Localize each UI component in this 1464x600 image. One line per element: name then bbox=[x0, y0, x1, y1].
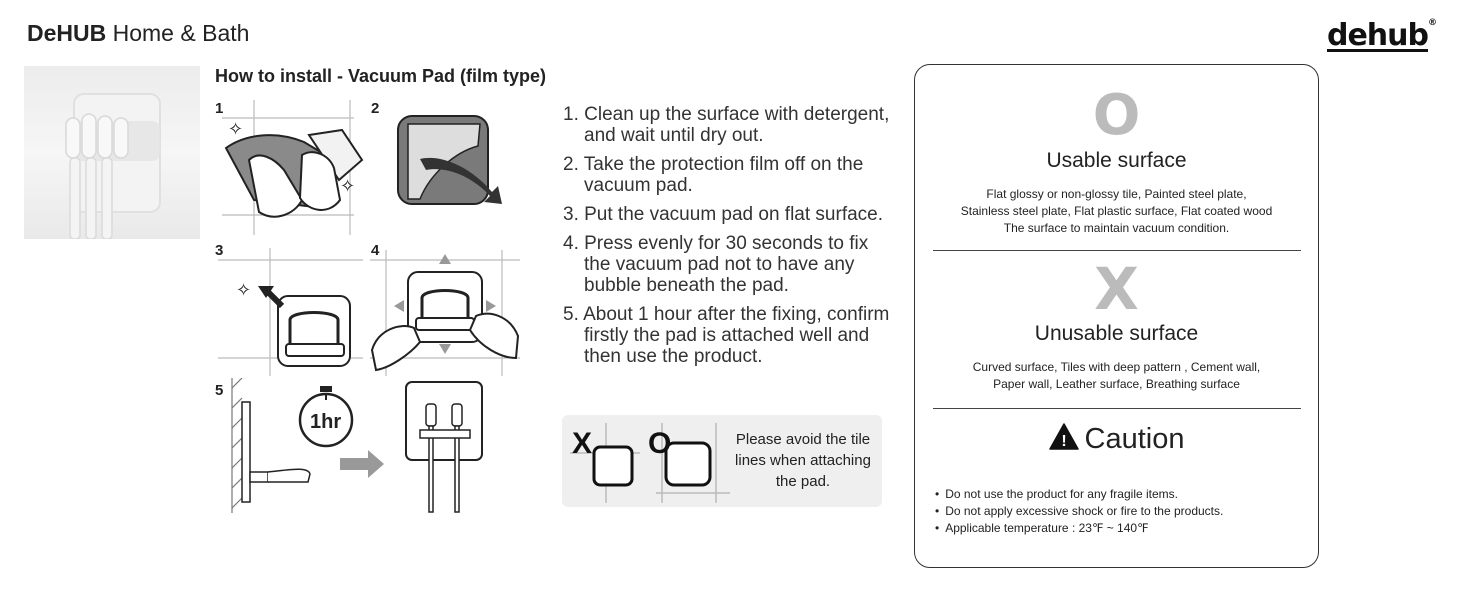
brand-title bbox=[27, 20, 249, 47]
usable-line-2: Stainless steel plate, Flat plastic surface, Flat coated wood bbox=[960, 204, 1273, 218]
step-number-3: 3 bbox=[215, 242, 224, 259]
unusable-line-2: Paper wall, Leather surface, Breathing surface bbox=[993, 377, 1240, 391]
usable-line-1: Flat glossy or non-glossy tile, Painted steel plate, bbox=[986, 187, 1247, 201]
good-placement-mark: O bbox=[648, 427, 672, 460]
registered-mark: ® bbox=[1428, 18, 1436, 28]
svg-text:✧: ✧ bbox=[236, 280, 252, 300]
step5-wait-illustration bbox=[228, 378, 493, 513]
install-step-1: 1. Clean up the surface with detergent, and wait until dry out. bbox=[563, 104, 890, 146]
unusable-line-1: Curved surface, Tiles with deep pattern , Cement wall, bbox=[972, 360, 1261, 374]
caution-item: • Do not use the product for any fragile items. bbox=[935, 486, 1223, 503]
caution-item: • Do not apply excessive shock or fire to the products. bbox=[935, 503, 1223, 520]
step2-peel-film-illustration bbox=[380, 104, 505, 214]
dehub-logo bbox=[1327, 18, 1436, 53]
step-number-4: 4 bbox=[371, 242, 380, 259]
brand-subtitle: Home & Bath bbox=[106, 20, 250, 46]
step-number-5: 5 bbox=[215, 382, 224, 399]
tile-line-tip bbox=[562, 415, 882, 507]
usable-surface-text bbox=[915, 186, 1318, 237]
toothbrush-holder-image bbox=[24, 66, 200, 239]
caution-title bbox=[915, 423, 1318, 456]
caution-title-text: Caution bbox=[1084, 423, 1185, 455]
install-step-5: 5. About 1 hour after the fixing, confirm firstly the pad is attached well and then use the product. bbox=[563, 304, 890, 367]
svg-text:!: ! bbox=[1060, 433, 1067, 450]
unusable-surface-text bbox=[915, 359, 1318, 393]
unusable-mark-icon: X bbox=[1094, 255, 1139, 323]
logo-text: dehub bbox=[1326, 18, 1428, 53]
caution-item: • Applicable temperature : 23℉ ~ 140℉ bbox=[935, 520, 1223, 537]
bad-placement-mark: X bbox=[572, 427, 593, 460]
usable-surface-title: Usable surface bbox=[1046, 149, 1187, 172]
install-step-4: 4. Press evenly for 30 seconds to fix the vacuum pad not to have any bubble beneath the pad. bbox=[563, 233, 869, 296]
install-step-3: 3. Put the vacuum pad on flat surface. bbox=[563, 204, 884, 225]
usable-mark-icon: O bbox=[1092, 83, 1141, 148]
tile-line-comparison-illustration bbox=[570, 423, 730, 503]
usable-line-3: The surface to maintain vacuum condition. bbox=[1003, 221, 1230, 235]
product-photo bbox=[24, 66, 200, 239]
svg-text:✧: ✧ bbox=[228, 119, 244, 139]
warning-icon bbox=[1049, 423, 1079, 450]
brand-name: DeHUB bbox=[27, 20, 107, 46]
divider bbox=[933, 250, 1301, 251]
install-title: How to install - Vacuum Pad (film type) bbox=[215, 66, 547, 86]
step-number-1: 1 bbox=[215, 100, 224, 117]
divider bbox=[933, 408, 1301, 409]
unusable-surface-title: Unusable surface bbox=[1034, 322, 1199, 345]
step1-wipe-illustration bbox=[214, 100, 364, 235]
caution-list bbox=[935, 486, 1223, 537]
step-number-2: 2 bbox=[371, 100, 380, 117]
install-steps-list bbox=[563, 104, 893, 375]
step3-place-pad-illustration bbox=[218, 248, 363, 376]
install-step-2: 2. Take the protection film off on the vacuum pad. bbox=[563, 154, 864, 196]
tip-text: Please avoid the tile lines when attaching the pad. bbox=[735, 431, 871, 490]
timer-label: 1hr bbox=[310, 411, 342, 433]
step4-press-pad-illustration bbox=[370, 250, 520, 376]
svg-text:✧: ✧ bbox=[340, 176, 356, 196]
surface-info-panel bbox=[914, 64, 1319, 568]
